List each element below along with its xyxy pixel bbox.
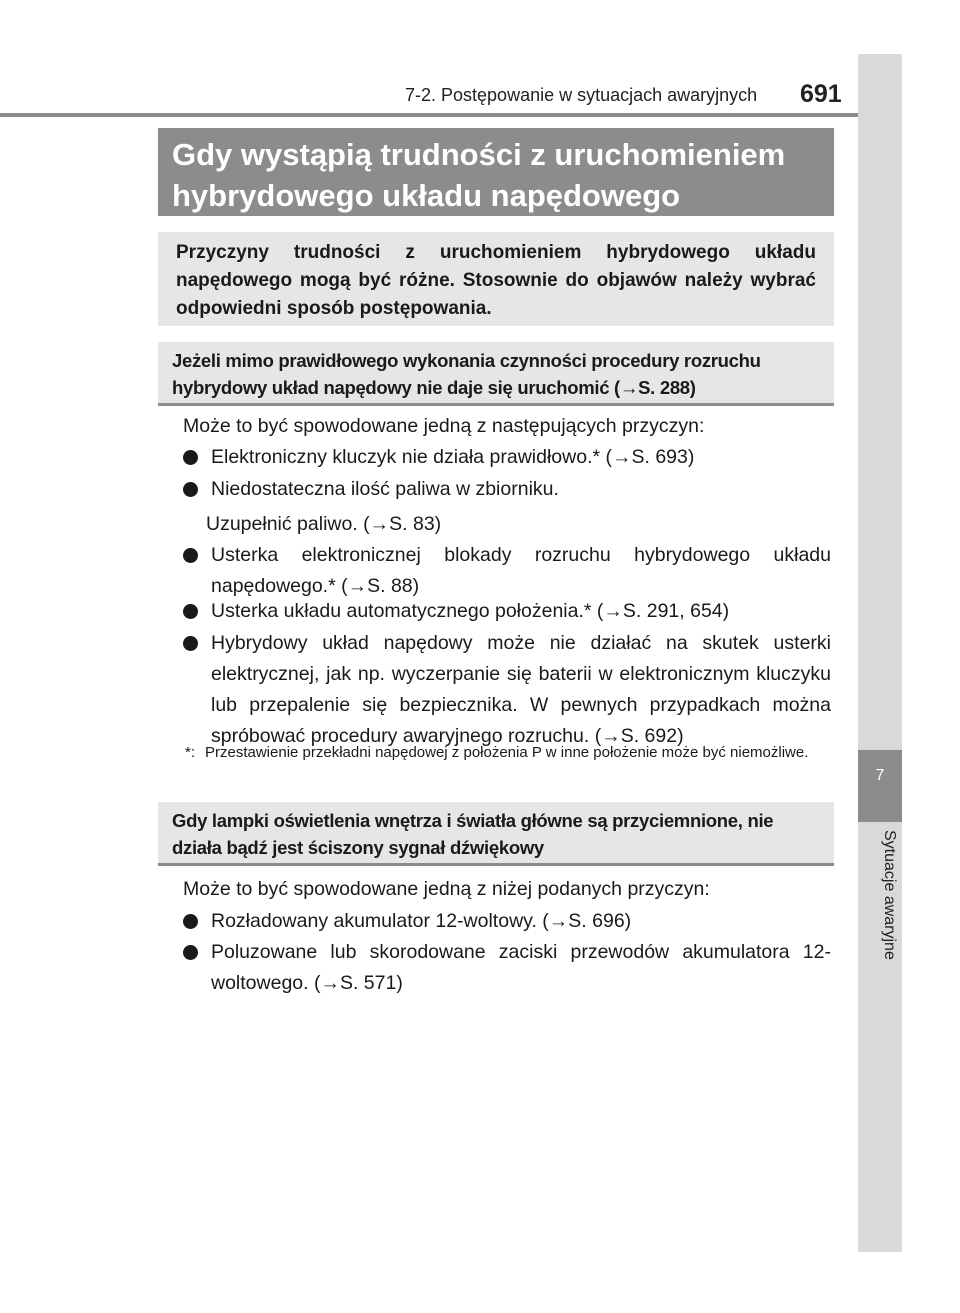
bullet-icon xyxy=(183,604,198,619)
list-item xyxy=(183,474,831,505)
chapter-label: Sytuacje awaryjne xyxy=(881,830,898,960)
footnote xyxy=(185,742,831,763)
list-item-text: Rozładowany akumulator 12-woltowy. (→S. 696) xyxy=(211,910,632,932)
intro-box: Przyczyny trudności z uruchomieniem hybrydowego układu napędowego mogą być różne. Stosownie do objawów należy wybrać odpowiedni sposób postępowania. xyxy=(158,232,834,326)
page-title-line-1: Gdy wystąpią trudności z uruchomieniem xyxy=(172,137,786,172)
list-item-text: Hybrydowy układ napędowy może nie działać na skutek usterki elektrycznej, jak np. wyczerpanie się baterii w elektronicznym kluczyku lub przepalenie się bezpiecznika. W pewnych przypadkach można spróbować procedury awaryjnego rozruchu. (→S. 692) xyxy=(211,632,831,747)
section-1-heading: Jeżeli mimo prawidłowego wykonania czynności procedury rozruchu hybrydowy układ napędowy nie daje się uruchomić (→S. 288) xyxy=(158,342,834,406)
bullet-icon xyxy=(183,548,198,563)
bullet-icon xyxy=(183,945,198,960)
list-item-text: Poluzowane lub skorodowane zaciski przewodów akumulatora 12-woltowego. (→S. 571) xyxy=(211,941,831,994)
header-section-title: 7-2. Postępowanie w sytuacjach awaryjnych xyxy=(405,85,758,105)
section-2-lead: Może to być spowodowane jedną z niżej podanych przyczyn: xyxy=(183,878,710,900)
list-item xyxy=(183,442,831,473)
list-item-text: Elektroniczny kluczyk nie działa prawidłowo.* (→S. 693) xyxy=(211,446,695,468)
list-item-text: Usterka elektronicznej blokady rozruchu hybrydowego układu napędowego.* (→S. 88) xyxy=(211,544,831,597)
list-item-text: Niedostateczna ilość paliwa w zbiorniku. xyxy=(211,478,559,500)
list-item xyxy=(183,937,831,999)
section-1-lead: Może to być spowodowane jedną z następujących przyczyn: xyxy=(183,415,705,437)
fuel-note: Uzupełnić paliwo. (→S. 83) xyxy=(206,513,442,535)
page-title xyxy=(158,128,834,216)
list-item xyxy=(183,906,831,937)
side-chapter-strip xyxy=(858,54,902,1252)
list-item xyxy=(183,540,831,602)
bullet-icon xyxy=(183,482,198,497)
footnote-mark: *: xyxy=(185,744,196,761)
list-item-text: Usterka układu automatycznego położenia.* (→S. 291, 654) xyxy=(211,600,730,622)
section-2-heading: Gdy lampki oświetlenia wnętrza i światła główne są przyciemnione, nie działa bądź jest ściszony sygnał dźwiękowy xyxy=(158,802,834,866)
list-item xyxy=(183,596,831,627)
bullet-icon xyxy=(183,914,198,929)
header-divider xyxy=(0,113,900,117)
list-item xyxy=(183,628,831,752)
page-number: 691 xyxy=(800,80,842,108)
bullet-icon xyxy=(183,636,198,651)
page-title-line-2: hybrydowego układu napędowego xyxy=(172,178,681,213)
bullet-icon xyxy=(183,450,198,465)
chapter-number-tab: 7 xyxy=(858,750,902,822)
footnote-text: Przestawienie przekładni napędowej z położenia P w inne położenie może być niemożliwe. xyxy=(205,744,809,761)
